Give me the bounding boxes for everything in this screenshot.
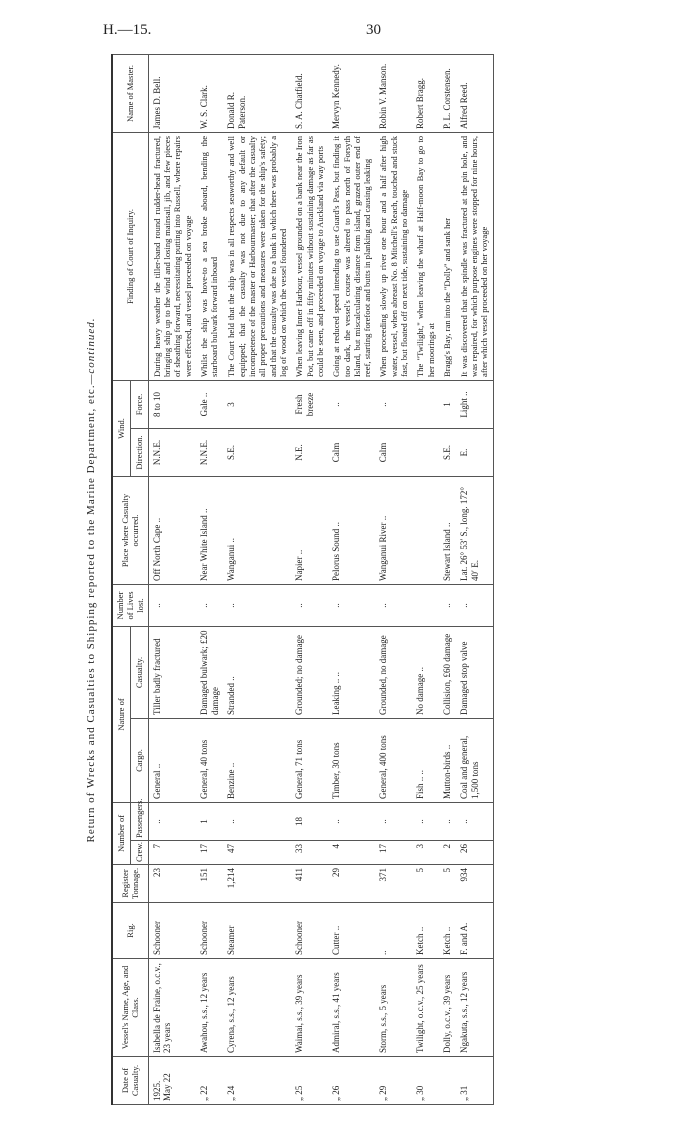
cell-lives: .. [439, 585, 456, 627]
cell-master: Alfred Reed. [456, 54, 493, 132]
cell-place [412, 477, 439, 585]
cell-passengers: .. [148, 803, 196, 841]
cell-finding: Going at reduced speed intending to use Guard's Pass, but finding it too dark, the vessel's course was altered to pass north of Forsyth Island, but miscalculating distance from island, grazed outer end of reef, starting forefoot and butts in planking and causing leaking [328, 132, 375, 380]
cell-crew: 33 [291, 841, 328, 865]
title-continued: —continued. [85, 317, 97, 385]
cell-crew: 47 [223, 841, 291, 865]
cell-direction: Calm [328, 429, 375, 477]
cell-crew: 4 [328, 841, 375, 865]
table-row [291, 54, 328, 1104]
cell-place: Off North Cape .. [148, 477, 196, 585]
cell-place: Wanganui .. [223, 477, 291, 585]
cell-date [412, 1057, 439, 1105]
cell-date [291, 1057, 328, 1105]
cell-date [439, 1057, 456, 1105]
cell-passengers: 18 [291, 803, 328, 841]
col-finding: Finding of Court of Inquiry. [112, 132, 148, 380]
cell-finding: When leaving Inner Harbour, vessel grounded on a bank near the Iron Pot, but came off in fifty minutes without sustaining damage as far as could be seen, and proceeded on voyage to Auckland via way ports [291, 132, 328, 380]
cell-place: Lat. 26° 53′ S., long. 172° 40′ E. [456, 477, 493, 585]
cell-passengers: .. [223, 803, 291, 841]
cell-day: „ 24 [226, 1085, 237, 1101]
cell-force: 1 [439, 380, 456, 428]
col-casualty: Casualty. [130, 627, 148, 719]
cell-passengers: .. [328, 803, 375, 841]
cell-date [328, 1057, 375, 1105]
cell-casualty: Leaking .. .. [328, 627, 375, 719]
cell-tonnage: 5 [439, 865, 456, 903]
cell-date [196, 1057, 224, 1105]
cell-cargo: Fish .. .. [412, 719, 439, 803]
cell-day: „ 25 [294, 1085, 305, 1101]
table-row [375, 54, 412, 1104]
cell-direction: S.E. [439, 429, 456, 477]
cell-date [148, 1057, 196, 1105]
cell-force: 3 [223, 380, 291, 428]
cell-lives: .. [456, 585, 493, 627]
cell-vessel: Ngakuta, s.s., 12 years [456, 959, 493, 1057]
cell-vessel: Awahou, s.s., 12 years [196, 959, 224, 1057]
cell-date [456, 1057, 493, 1105]
cell-casualty: Tiller badly fractured [148, 627, 196, 719]
cell-crew: 17 [375, 841, 412, 865]
col-rig: Rig. [112, 903, 148, 959]
cell-finding: The "Twilight," when leaving the wharf at Half-moon Bay to go to her moorings at [412, 132, 439, 380]
cell-rig: Ketch .. [439, 903, 456, 959]
cell-master: Mervyn Kennedy. [328, 54, 375, 132]
cell-crew: 7 [148, 841, 196, 865]
cell-master: Donald R. Paterson. [223, 54, 291, 132]
cell-rig: .. [375, 903, 412, 959]
cell-master: Robin V. Manson. [375, 54, 412, 132]
cell-finding: When proceeding slowly up river one hour and a half after high water, vessel, when abreast No. 8 Mitchell's Reach, touched and stuck fast, but floated off on next tide, sustaining no damage [375, 132, 412, 380]
cell-day: „ 31 [458, 1085, 469, 1101]
cell-cargo: General, 400 tons [375, 719, 412, 803]
cell-master: S. A. Chatfield. [291, 54, 328, 132]
cell-force: Light .. [456, 380, 493, 428]
cell-finding: Whilst the ship was hove-to a sea broke aboard, bending the starboard bulwark forward inboard [196, 132, 224, 380]
cell-finding: Bragg's Bay, ran into the "Dolly" and sank her [439, 132, 456, 380]
cell-tonnage: 5 [412, 865, 439, 903]
cell-crew: 2 [439, 841, 456, 865]
col-master: Name of Master. [112, 54, 148, 132]
cell-force: .. [375, 380, 412, 428]
cell-lives: .. [148, 585, 196, 627]
cell-casualty: No damage .. [412, 627, 439, 719]
col-crew: Crew. [130, 841, 148, 865]
cell-casualty: Collision, £60 damage [439, 627, 456, 719]
cell-direction: N.E. [291, 429, 328, 477]
cell-force: Gale .. [196, 380, 224, 428]
cell-vessel: Waimai, s.s., 39 years [291, 959, 328, 1057]
cell-rig: Schooner [291, 903, 328, 959]
col-vessel: Vessel's Name, Age, and Class. [112, 959, 148, 1057]
cell-force [412, 380, 439, 428]
cell-place: Wanganui River .. [375, 477, 412, 585]
cell-cargo: Benzine .. [223, 719, 291, 803]
cell-day: „ 26 [331, 1085, 342, 1101]
col-place: Place where Casualty occurred. [112, 477, 148, 585]
cell-direction: N.N.E. [148, 429, 196, 477]
cell-place: Pelorus Sound .. [328, 477, 375, 585]
cell-cargo: General, 40 tons [196, 719, 224, 803]
cell-crew: 26 [456, 841, 493, 865]
col-date: Date of Casualty. [112, 1057, 148, 1105]
cell-direction: S.E. [223, 429, 291, 477]
cell-tonnage: 29 [328, 865, 375, 903]
cell-master: P. L. Corstensen. [439, 54, 456, 132]
col-passengers: Passengers. [130, 803, 148, 841]
cell-date [223, 1057, 291, 1105]
cell-tonnage: 371 [375, 865, 412, 903]
cell-passengers: .. [456, 803, 493, 841]
cell-master: Robert Bragg. [412, 54, 439, 132]
cell-direction: N.N.E. [196, 429, 224, 477]
cell-cargo: General, 71 tons [291, 719, 328, 803]
cell-tonnage: 23 [148, 865, 196, 903]
cell-finding: It was discovered that the spindle was fractured at the pin hole, and was repaired, for which purpose engines were stopped for nine hours, after which vessel proceeded on her voyage [456, 132, 493, 380]
col-direction: Direction. [130, 429, 148, 477]
col-nature-of: Nature of [112, 627, 130, 803]
cell-lives: .. [375, 585, 412, 627]
cell-casualty: Grounded, no damage [375, 627, 412, 719]
cell-vessel: Twilight, o.c.v., 25 years [412, 959, 439, 1057]
table-title [85, 55, 97, 1105]
casualties-table [111, 54, 494, 1105]
cell-passengers: .. [439, 803, 456, 841]
table-row [412, 54, 439, 1104]
cell-master: W. S. Clark. [196, 54, 224, 132]
cell-force: Fresh breeze [291, 380, 328, 428]
table-row [328, 54, 375, 1104]
cell-casualty: Grounded; no damage [291, 627, 328, 719]
col-force: Force. [130, 380, 148, 428]
table-row [439, 54, 456, 1104]
cell-day: „ 29 [378, 1085, 389, 1101]
cell-rig: Steamer [223, 903, 291, 959]
cell-day: May 22 [162, 1073, 173, 1101]
cell-finding: The Court held that the ship was in all respects seaworthy and well equipped; that the casualty was not due to any default or incompetence of the master or Harbourmaster; that after the casualty all proper precautions and measures were taken for the ship's safety; and that the casualty was due to a bank in which there was probably a log of wood on which the vessel foundered [223, 132, 291, 380]
cell-date [375, 1057, 412, 1105]
col-number-of: Number of [112, 803, 130, 865]
cell-vessel: Admiral, s.s., 41 years [328, 959, 375, 1057]
col-tonnage: Register Tonnage. [112, 865, 148, 903]
table-row [148, 54, 196, 1104]
cell-lives: .. [196, 585, 224, 627]
cell-crew: 3 [412, 841, 439, 865]
cell-tonnage: 1,214 [223, 865, 291, 903]
cell-passengers: .. [412, 803, 439, 841]
cell-rig: Ketch .. [412, 903, 439, 959]
cell-day: „ 30 [415, 1085, 426, 1101]
cell-cargo: Coal and general, 1,500 tons [456, 719, 493, 803]
table-row [196, 54, 224, 1104]
table-row [223, 54, 291, 1104]
cell-year: 1925. [151, 1080, 162, 1101]
cell-master: James D. Bell. [148, 54, 196, 132]
cell-vessel: Storm, s.s., 5 years [375, 959, 412, 1057]
col-lives: Number of Lives lost. [112, 585, 148, 627]
cell-vessel: Dolly, o.c.v., 39 years [439, 959, 456, 1057]
cell-passengers: .. [375, 803, 412, 841]
cell-direction: E. [456, 429, 493, 477]
table-row [456, 54, 493, 1104]
cell-direction: Calm [375, 429, 412, 477]
cell-place: Stewart Island .. [439, 477, 456, 585]
cell-place: Napier .. [291, 477, 328, 585]
cell-tonnage: 934 [456, 865, 493, 903]
cell-force: 8 to 10 [148, 380, 196, 428]
cell-force: .. [328, 380, 375, 428]
cell-day: „ 22 [198, 1085, 209, 1101]
cell-rig: Schooner [196, 903, 224, 959]
cell-tonnage: 411 [291, 865, 328, 903]
page-number: 30 [366, 22, 381, 38]
rotated-table-area [85, 55, 695, 1105]
cell-vessel: Isabella de Fraine, o.c.v., 23 years [148, 959, 196, 1057]
cell-rig: Schooner [148, 903, 196, 959]
cell-vessel: Cyrena, s.s., 12 years [223, 959, 291, 1057]
cell-rig: Cutter .. [328, 903, 375, 959]
title-main: Return of Wrecks and Casualties to Shipping reported to the Marine Department, etc. [85, 384, 97, 843]
cell-casualty: Stranded .. [223, 627, 291, 719]
cell-lives: .. [223, 585, 291, 627]
cell-crew: 17 [196, 841, 224, 865]
cell-passengers: 1 [196, 803, 224, 841]
cell-cargo: General .. [148, 719, 196, 803]
cell-cargo: Mutton-birds .. [439, 719, 456, 803]
cell-lives: .. [291, 585, 328, 627]
cell-casualty: Damaged bulwark; £20 damage [196, 627, 224, 719]
cell-place: Near White Island .. [196, 477, 224, 585]
cell-lives [412, 585, 439, 627]
cell-direction [412, 429, 439, 477]
col-cargo: Cargo. [130, 719, 148, 803]
page-identifier: H.—15. [103, 22, 152, 38]
col-wind: Wind. [112, 380, 130, 476]
cell-rig: F. and A. [456, 903, 493, 959]
cell-cargo: Timber, 30 tons [328, 719, 375, 803]
cell-tonnage: 151 [196, 865, 224, 903]
cell-lives: .. [328, 585, 375, 627]
cell-casualty: Damaged stop valve [456, 627, 493, 719]
cell-finding: During heavy weather the tiller-band round rudder-head fractured, bringing ship up to the wind and losing mainsail, jib, and few pieces of sheathing forward, necessitating putting into Russell, where repairs were effected, and vessel proceeded on voyage [148, 132, 196, 380]
